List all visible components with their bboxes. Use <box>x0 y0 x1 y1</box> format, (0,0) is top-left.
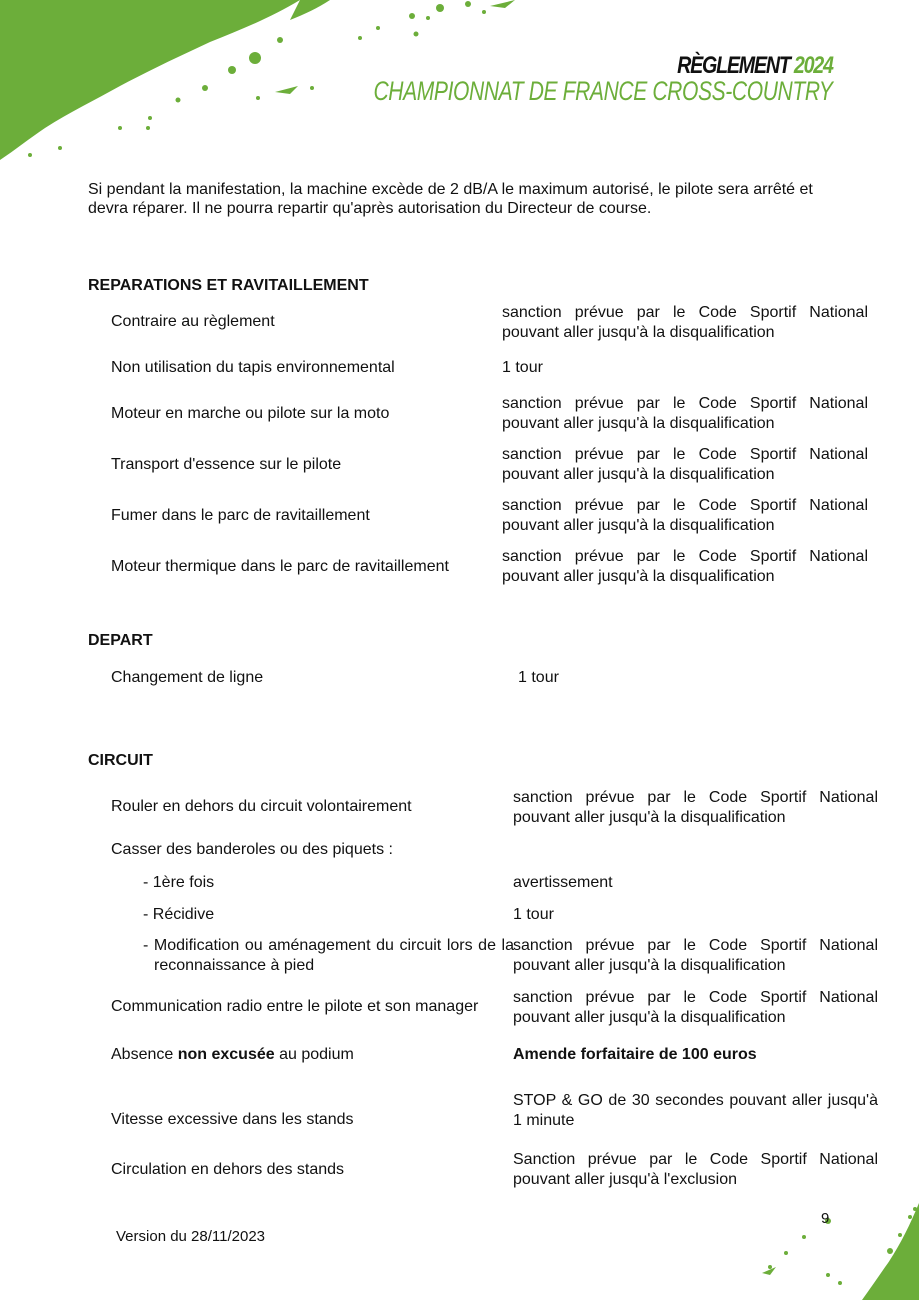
section-title-reparations: REPARATIONS ET RAVITAILLEMENT <box>88 277 369 294</box>
rule-label-part: au podium <box>274 1046 354 1063</box>
rule-sublabel: - 1ère fois <box>143 874 215 891</box>
rule-sanction: avertissement <box>513 874 613 891</box>
rule-sublabel: - Modification ou aménagement du circuit lors de la reconnaissance à pied <box>143 937 514 974</box>
rule-label: Vitesse excessive dans les stands <box>111 1111 354 1128</box>
rule-label: Rouler en dehors du circuit volontairement <box>111 798 412 815</box>
rule-label: Communication radio entre le pilote et son manager <box>111 998 479 1015</box>
rule-sublabel: - Récidive <box>143 906 215 923</box>
rule-label: Circulation en dehors des stands <box>111 1161 345 1178</box>
rule-label: Moteur en marche ou pilote sur la moto <box>111 405 390 422</box>
rule-sanction: STOP & GO de 30 secondes pouvant aller jusqu'à 1 minute <box>513 1092 878 1129</box>
rule-label-part: Absence <box>111 1046 178 1063</box>
rule-label: Changement de ligne <box>111 669 264 686</box>
rule-label: Casser des banderoles ou des piquets : <box>111 841 393 858</box>
rule-label-emphasis: non excusée <box>177 1046 275 1063</box>
rule-sanction: Sanction prévue par le Code Sportif National pouvant aller jusqu'à l'exclusion <box>513 1151 878 1188</box>
brand-subtitle: CHAMPIONNAT DE FRANCE CROSS-COUNTRY <box>373 76 833 106</box>
rule-label: Non utilisation du tapis environnemental <box>111 359 395 376</box>
rule-sanction: sanction prévue par le Code Sportif National pouvant aller jusqu'à la disqualification <box>513 789 878 826</box>
rule-sanction: 1 tour <box>502 359 543 376</box>
page-number: 9 <box>821 1210 830 1227</box>
rule-sanction: sanction prévue par le Code Sportif National pouvant aller jusqu'à la disqualification <box>513 937 878 974</box>
rule-label <box>111 1045 354 1065</box>
rule-sanction: sanction prévue par le Code Sportif National pouvant aller jusqu'à la disqualification <box>513 989 878 1026</box>
rule-label: Transport d'essence sur le pilote <box>111 456 342 473</box>
section-title-depart: DEPART <box>88 632 153 649</box>
rule-label: Fumer dans le parc de ravitaillement <box>111 507 370 524</box>
rule-sanction: sanction prévue par le Code Sportif National pouvant aller jusqu'à la disqualification <box>502 304 868 341</box>
brand-year: 2024 <box>794 52 833 79</box>
green-splash-bottom-right <box>740 1195 919 1300</box>
version-footer: Version du 28/11/2023 <box>116 1228 266 1245</box>
rule-label: Moteur thermique dans le parc de ravitaillement <box>111 558 449 575</box>
intro-paragraph: Si pendant la manifestation, la machine excède de 2 dB/A le maximum autorisé, le pilote sera arrêté et devra réparer. Il ne pourra repartir qu'après autorisation du Directeur de course. <box>88 181 813 217</box>
rule-sanction: sanction prévue par le Code Sportif National pouvant aller jusqu'à la disqualification <box>502 395 868 432</box>
rule-sanction: sanction prévue par le Code Sportif National pouvant aller jusqu'à la disqualification <box>502 497 868 534</box>
rule-sanction: sanction prévue par le Code Sportif National pouvant aller jusqu'à la disqualification <box>502 446 868 483</box>
rule-sanction: Amende forfaitaire de 100 euros <box>513 1046 757 1063</box>
rule-label: Contraire au règlement <box>111 313 275 330</box>
brand-prefix: RÈGLEMENT <box>677 52 790 79</box>
section-title-circuit: CIRCUIT <box>88 752 153 769</box>
rule-sanction: sanction prévue par le Code Sportif National pouvant aller jusqu'à la disqualification <box>502 548 868 585</box>
rule-sanction: 1 tour <box>518 669 559 686</box>
rule-sanction: 1 tour <box>513 906 554 923</box>
